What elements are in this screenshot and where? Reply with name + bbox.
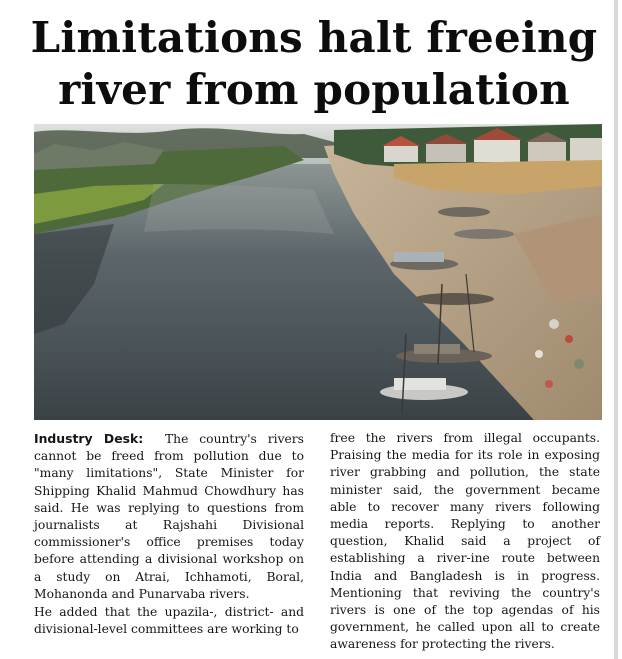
article-column-right [330,430,600,654]
river-photo-illustration [34,124,602,420]
paragraph-1-text: The country's rivers cannot be freed from pollution due to "many limitations", State Minister for Shipping Khalid Mahmud Chowdhury has said. He was replying to questions from journalists at Rajshahi Divisional commissioner's office premises today before attending a divisional workshop on a study on Atrai, Ichhamoti, Boral, Mohanonda and Punarvaba rivers. [34,432,304,601]
paragraph-2-continued: free the rivers from illegal occupants. Praising the media for its role in exposing river grabbing and pollution, the state minister said, the government became able to recover many rivers following media reports. Replying to another question, Khalid said a project of establishing a river-ine route between India and Bangladesh is in progress. Mentioning that reviving the country's rivers is one of the top agendas of his government, he called upon all to create awareness for protecting the rivers. [330,431,600,652]
article-column-left [34,430,304,638]
article-photo [34,124,602,420]
paragraph-1 [34,430,304,603]
headline: Limitations halt freeing river from population [30,13,598,114]
page-edge-rule [614,0,618,659]
paragraph-2: He added that the upazila-, district- and divisional-level committees are working to [34,605,304,637]
byline: Industry Desk: [34,431,144,446]
